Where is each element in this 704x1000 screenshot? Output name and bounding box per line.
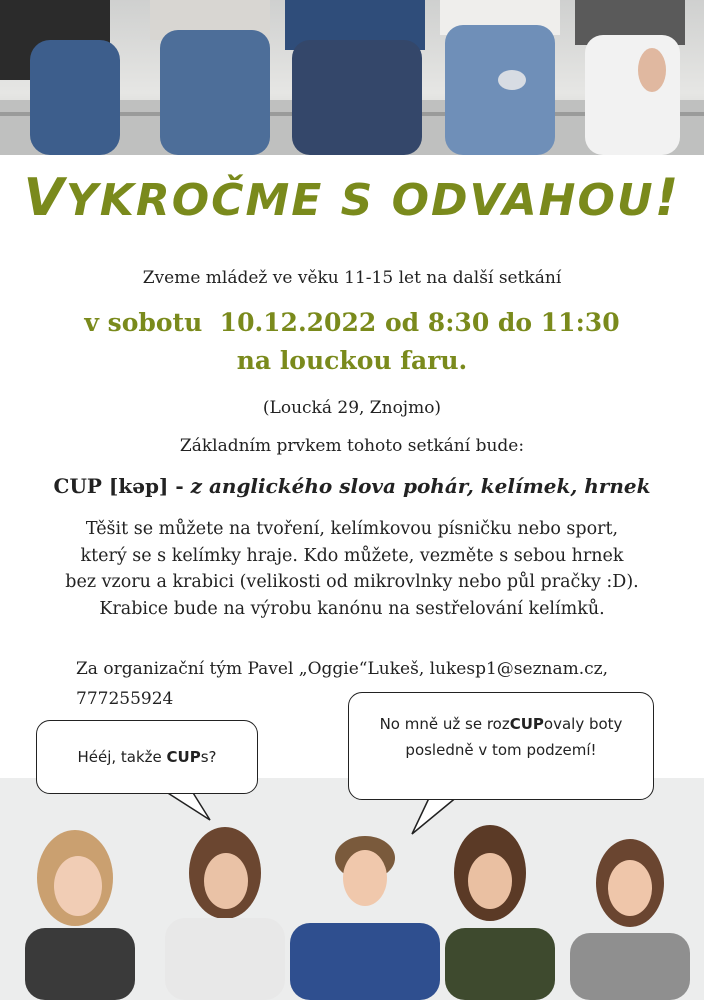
bubble-right-bold: CUP bbox=[509, 715, 544, 733]
organizer-phone: 777255924 bbox=[76, 689, 174, 709]
intro-text: Zveme mládež ve věku 11-15 let na další setkání bbox=[142, 268, 562, 288]
bubble-right-suffix: ovaly boty bbox=[543, 715, 623, 733]
organizer-line: Za organizační tým Pavel „Oggie“Lukeš, lukesp1@seznam.cz, bbox=[76, 659, 609, 679]
cup-meaning: z anglického slova pohár, kelímek, hrnek bbox=[190, 474, 651, 498]
date-line: v sobotu 10.12.2022 od 8:30 do 11:30 bbox=[84, 308, 620, 337]
bubble-right-tail bbox=[400, 794, 480, 838]
cup-head: CUP [kəp] - bbox=[53, 474, 191, 498]
bubble-left-suffix: s? bbox=[200, 748, 217, 766]
title-initial: V bbox=[23, 168, 66, 228]
bubble-right-line1 bbox=[349, 711, 653, 737]
bubble-right-line2: posledně v tom podzemí! bbox=[405, 741, 597, 759]
bottom-photo bbox=[0, 778, 704, 1000]
description-paragraph bbox=[40, 516, 664, 622]
speech-bubble-left bbox=[36, 720, 258, 794]
speech-bubble-right bbox=[348, 692, 654, 800]
basic-element-text: Základním prvkem tohoto setkání bude: bbox=[179, 436, 525, 456]
bubble-left-bold: CUP bbox=[166, 748, 201, 766]
paragraph-line: který se s kelímky hraje. Kdo můžete, vezměte s sebou hrnek bbox=[80, 545, 624, 566]
poster-title bbox=[0, 168, 704, 228]
paragraph-line: Krabice bude na výrobu kanónu na sestřelování kelímků. bbox=[99, 598, 605, 619]
cup-definition bbox=[0, 474, 704, 498]
top-photo bbox=[0, 0, 704, 155]
paragraph-line: bez vzoru a krabici (velikosti od mikrovlnky nebo půl pračky :D). bbox=[65, 572, 639, 592]
paragraph-line: Těšit se můžete na tvoření, kelímkovou písničku nebo sport, bbox=[85, 519, 619, 539]
place-line: na louckou faru. bbox=[236, 346, 468, 375]
bubble-left-text: Hééj, takže bbox=[77, 748, 167, 766]
title-text: YKROČME S ODVAHOU bbox=[65, 175, 655, 226]
address: (Loucká 29, Znojmo) bbox=[262, 398, 442, 418]
bubble-right-text: No mně už se roz bbox=[379, 715, 510, 733]
title-exclamation: ! bbox=[654, 168, 681, 228]
